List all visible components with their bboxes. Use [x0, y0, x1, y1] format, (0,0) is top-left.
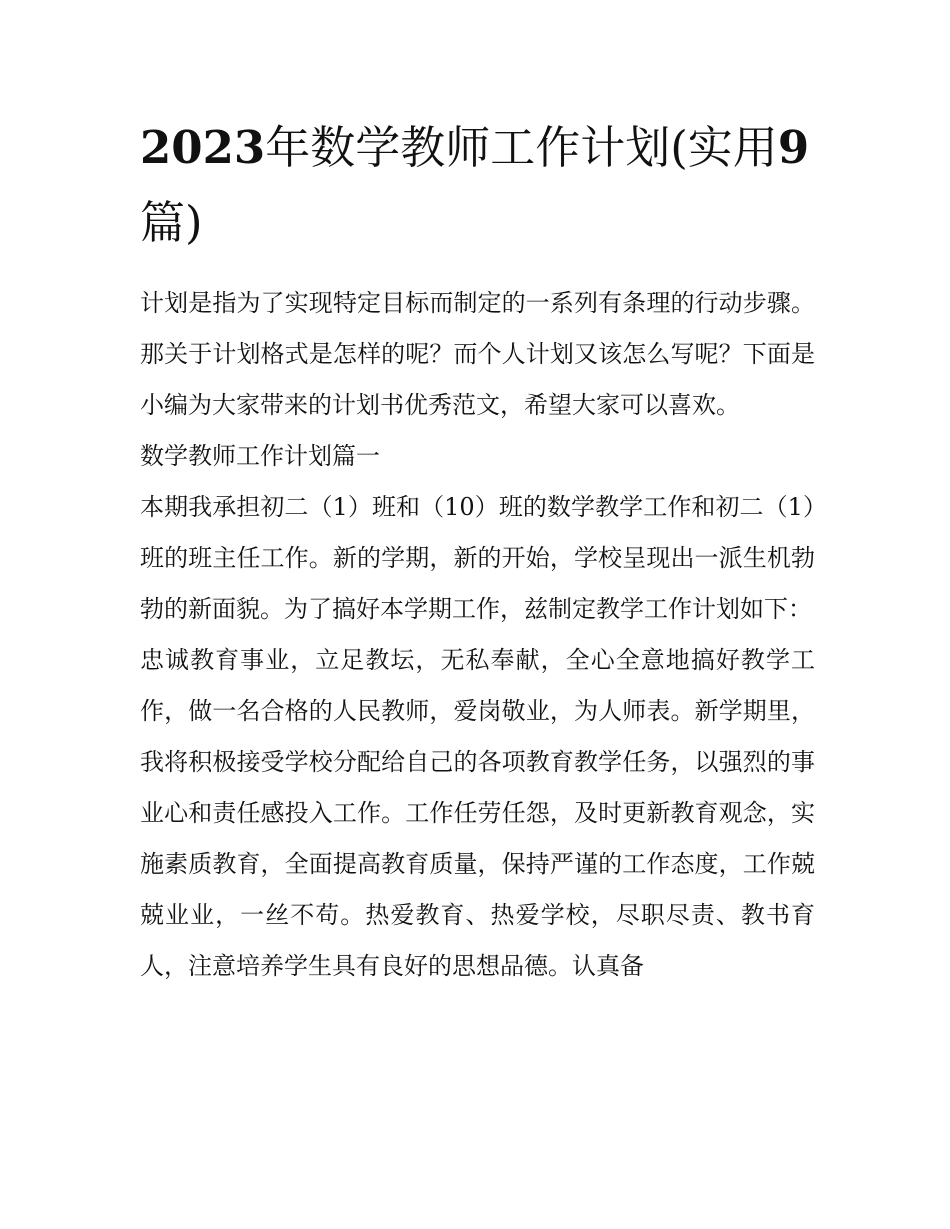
- body-paragraph: 忠诚教育事业，立足教坛，无私奉献，全心全意地搞好教学工作，做一名合格的人民教师，爱岗敬业，为人师表。新学期里，我将积极接受学校分配给自己的各项教育教学任务，以强烈的事业心和责任感投入工作。工作任劳任怨，及时更新教育观念，实施素质教育，全面提高教育质量，保持严谨的工作态度，工作兢兢业业，一丝不苟。热爱教育、热爱学校，尽职尽责、教书育人，注意培养学生具有良好的思想品德。认真备: [140, 646, 815, 980]
- document-body: [140, 110, 815, 992]
- section-heading: 数学教师工作计划篇一: [140, 442, 380, 470]
- body-paragraph: 本期我承担初二（1）班和（10）班的数学教学工作和初二（1）班的班主任工作。新的学期，新的开始，学校呈现出一派生机勃勃的新面貌。为了搞好本学期工作，兹制定教学工作计划如下：: [140, 493, 815, 623]
- title-text-2: 篇): [140, 196, 203, 249]
- title-text-1: 年数学教师工作计划(实用: [265, 121, 778, 174]
- title-count: 9: [777, 121, 810, 174]
- intro-paragraph: 计划是指为了实现特定目标而制定的一系列有条理的行动步骤。那关于计划格式是怎样的呢？而个人计划又该怎么写呢？下面是小编为大家带来的计划书优秀范文，希望大家可以喜欢。: [140, 289, 815, 419]
- title-year: 2023: [140, 121, 266, 174]
- document-title: [140, 110, 815, 260]
